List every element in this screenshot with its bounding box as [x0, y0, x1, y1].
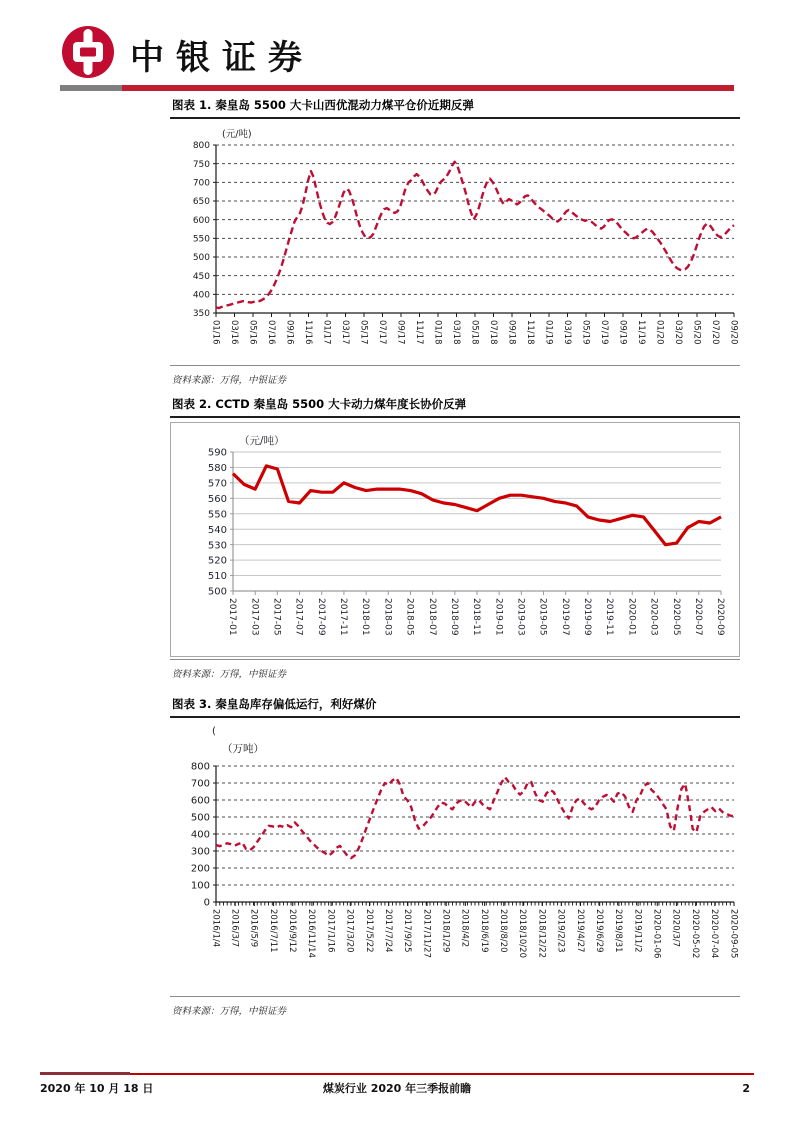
svg-text:0: 0 — [203, 897, 210, 909]
svg-text:07/19: 07/19 — [598, 320, 609, 345]
svg-text:2017/11/27: 2017/11/27 — [421, 909, 432, 958]
svg-text:03/18: 03/18 — [450, 320, 461, 345]
svg-text:2019-11: 2019-11 — [604, 598, 615, 636]
footer-rule-red-segment — [130, 1073, 754, 1075]
svg-text:2016/1/4: 2016/1/4 — [210, 909, 221, 948]
svg-text:2016/5/9: 2016/5/9 — [248, 909, 259, 948]
svg-text:100: 100 — [190, 880, 210, 892]
svg-text:520: 520 — [207, 555, 227, 567]
svg-text:2019-09: 2019-09 — [582, 598, 593, 636]
svg-text:07/17: 07/17 — [376, 320, 387, 345]
svg-text:09/20: 09/20 — [728, 320, 739, 345]
svg-text:2018/12/22: 2018/12/22 — [536, 909, 547, 958]
svg-text:2016/11/14: 2016/11/14 — [306, 909, 317, 958]
svg-text:2017/3/20: 2017/3/20 — [344, 909, 355, 953]
svg-text:2017-03: 2017-03 — [249, 598, 260, 636]
svg-text:580: 580 — [207, 463, 227, 475]
svg-text:2018-09: 2018-09 — [448, 598, 459, 636]
svg-text:09/17: 09/17 — [395, 320, 406, 345]
svg-text:11/19: 11/19 — [635, 320, 646, 345]
footer-rule-dark-segment — [40, 1072, 130, 1075]
svg-text:510: 510 — [207, 571, 227, 583]
svg-text:2018-03: 2018-03 — [382, 598, 393, 636]
svg-text:600: 600 — [192, 215, 210, 226]
svg-text:450: 450 — [192, 271, 210, 282]
svg-text:2018-11: 2018-11 — [471, 598, 482, 636]
svg-text:（万吨）: （万吨） — [222, 743, 264, 755]
spot-price-line-chart — [170, 121, 740, 359]
svg-text:2020-07: 2020-07 — [692, 598, 703, 636]
svg-text:03/19: 03/19 — [561, 320, 572, 345]
svg-text:03/20: 03/20 — [672, 320, 683, 345]
svg-text:500: 500 — [192, 253, 210, 264]
svg-text:07/20: 07/20 — [709, 320, 720, 345]
svg-text:650: 650 — [192, 197, 210, 208]
svg-text:2017-09: 2017-09 — [315, 598, 326, 636]
svg-text:(元/吨): (元/吨) — [222, 129, 252, 140]
inventory-line-chart — [170, 720, 740, 990]
svg-text:2020-09-05: 2020-09-05 — [728, 909, 739, 959]
svg-text:2018/6/19: 2018/6/19 — [478, 909, 489, 953]
svg-text:570: 570 — [207, 478, 227, 490]
svg-text:05/18: 05/18 — [469, 320, 480, 345]
svg-text:09/19: 09/19 — [617, 320, 628, 345]
svg-text:11/16: 11/16 — [302, 320, 313, 345]
svg-text:200: 200 — [190, 863, 210, 875]
svg-text:350: 350 — [192, 309, 210, 320]
svg-text:03/16: 03/16 — [228, 320, 239, 345]
svg-text:2017/7/24: 2017/7/24 — [382, 909, 393, 953]
svg-text:2019-07: 2019-07 — [559, 598, 570, 636]
svg-text:2017-07: 2017-07 — [293, 598, 304, 636]
svg-text:01/19: 01/19 — [543, 320, 554, 345]
svg-text:01/17: 01/17 — [321, 320, 332, 345]
svg-text:2018/8/20: 2018/8/20 — [498, 909, 509, 953]
svg-text:2019/4/27: 2019/4/27 — [574, 909, 585, 953]
svg-text:05/16: 05/16 — [247, 320, 258, 345]
figure-1-source: 资料来源：万得，中银证券 — [170, 365, 740, 386]
svg-text:700: 700 — [190, 778, 210, 790]
svg-text:07/18: 07/18 — [487, 320, 498, 345]
svg-text:550: 550 — [192, 234, 210, 245]
svg-text:590: 590 — [207, 447, 227, 459]
svg-text:2020-05: 2020-05 — [670, 598, 681, 636]
svg-text:2019-01: 2019-01 — [493, 598, 504, 636]
header-rule-gray-segment — [60, 85, 122, 91]
figure-3-title: 图表 3. 秦皇岛库存偏低运行，利好煤价 — [170, 696, 740, 718]
figure-1-chart-area — [170, 119, 740, 363]
svg-text:500: 500 — [190, 812, 210, 824]
figure-1-title: 图表 1. 秦皇岛 5500 大卡山西优混动力煤平仓价近期反弹 — [170, 97, 740, 119]
svg-text:400: 400 — [192, 290, 210, 301]
svg-text:2018/10/20: 2018/10/20 — [517, 909, 528, 958]
footer — [40, 1080, 754, 1096]
bank-of-china-logo-icon — [60, 24, 116, 80]
svg-text:2017/1/16: 2017/1/16 — [325, 909, 336, 953]
svg-text:2020-01-06: 2020-01-06 — [651, 909, 662, 959]
svg-text:500: 500 — [207, 586, 227, 598]
svg-text:11/18: 11/18 — [524, 320, 535, 345]
svg-text:2020-07-04: 2020-07-04 — [709, 909, 720, 959]
svg-text:05/20: 05/20 — [691, 320, 702, 345]
svg-text:2020-05-02: 2020-05-02 — [689, 909, 700, 959]
svg-text:2016/3/7: 2016/3/7 — [229, 909, 240, 948]
figure-3-chart-area — [170, 718, 740, 994]
figure-2 — [170, 396, 740, 680]
svg-text:01/20: 01/20 — [654, 320, 665, 345]
figure-1 — [170, 97, 740, 386]
footer-page-number: 2 — [742, 1082, 750, 1095]
svg-text:01/18: 01/18 — [432, 320, 443, 345]
svg-text:07/16: 07/16 — [265, 320, 276, 345]
svg-text:2019-03: 2019-03 — [515, 598, 526, 636]
svg-text:2016/7/11: 2016/7/11 — [267, 909, 278, 953]
footer-date: 2020 年 10 月 18 日 — [40, 1082, 154, 1095]
svg-text:2020-03: 2020-03 — [648, 598, 659, 636]
svg-text:750: 750 — [192, 159, 210, 170]
svg-text:2018-05: 2018-05 — [404, 598, 415, 636]
figure-2-source: 资料来源：万得，中银证券 — [170, 659, 740, 680]
svg-text:2017/9/25: 2017/9/25 — [402, 909, 413, 953]
svg-text:2019-05: 2019-05 — [537, 598, 548, 636]
svg-text:700: 700 — [192, 178, 210, 189]
svg-text:800: 800 — [190, 761, 210, 773]
svg-text:2020-09: 2020-09 — [715, 598, 726, 636]
brand-title: 中银证券 — [130, 38, 314, 78]
header-rule — [60, 85, 734, 91]
svg-text:2019/8/31: 2019/8/31 — [613, 909, 624, 953]
svg-text:11/17: 11/17 — [413, 320, 424, 345]
header-rule-red-segment — [122, 85, 734, 91]
svg-text:2017-01: 2017-01 — [227, 598, 238, 636]
svg-text:400: 400 — [190, 829, 210, 841]
svg-text:2019/6/29: 2019/6/29 — [593, 909, 604, 953]
svg-text:05/19: 05/19 — [580, 320, 591, 345]
svg-text:2020-01: 2020-01 — [626, 598, 637, 636]
footer-rule — [40, 1072, 754, 1076]
svg-text:（元/吨）: （元/吨） — [239, 435, 285, 447]
svg-text:2018/4/2: 2018/4/2 — [459, 909, 470, 948]
svg-text:(: ( — [212, 726, 216, 737]
svg-text:09/18: 09/18 — [506, 320, 517, 345]
figure-3 — [170, 696, 740, 1017]
figure-2-chart-frame — [170, 422, 740, 657]
svg-text:2018/1/29: 2018/1/29 — [440, 909, 451, 953]
svg-text:2018-07: 2018-07 — [426, 598, 437, 636]
svg-text:800: 800 — [192, 141, 210, 152]
figure-2-title: 图表 2. CCTD 秦皇岛 5500 大卡动力煤年度长协价反弹 — [170, 396, 740, 418]
svg-text:2016/9/12: 2016/9/12 — [287, 909, 298, 953]
svg-text:2018-01: 2018-01 — [360, 598, 371, 636]
svg-text:2020/3/7: 2020/3/7 — [670, 909, 681, 948]
svg-text:300: 300 — [190, 846, 210, 858]
svg-text:530: 530 — [207, 540, 227, 552]
svg-text:2017-05: 2017-05 — [271, 598, 282, 636]
figure-3-source: 资料来源：万得，中银证券 — [170, 996, 740, 1017]
svg-text:600: 600 — [190, 795, 210, 807]
svg-text:2017-11: 2017-11 — [338, 598, 349, 636]
svg-text:540: 540 — [207, 524, 227, 536]
svg-text:2017/5/22: 2017/5/22 — [363, 909, 374, 953]
svg-text:09/16: 09/16 — [284, 320, 295, 345]
svg-text:560: 560 — [207, 493, 227, 505]
svg-text:03/17: 03/17 — [339, 320, 350, 345]
long-term-contract-price-line-chart — [175, 426, 733, 650]
svg-text:01/16: 01/16 — [210, 320, 221, 345]
svg-text:2019/2/23: 2019/2/23 — [555, 909, 566, 953]
svg-text:550: 550 — [207, 509, 227, 521]
svg-text:05/17: 05/17 — [358, 320, 369, 345]
footer-report-title: 煤炭行业 2020 年三季报前瞻 — [322, 1082, 472, 1095]
svg-text:2019/11/2: 2019/11/2 — [632, 909, 643, 953]
